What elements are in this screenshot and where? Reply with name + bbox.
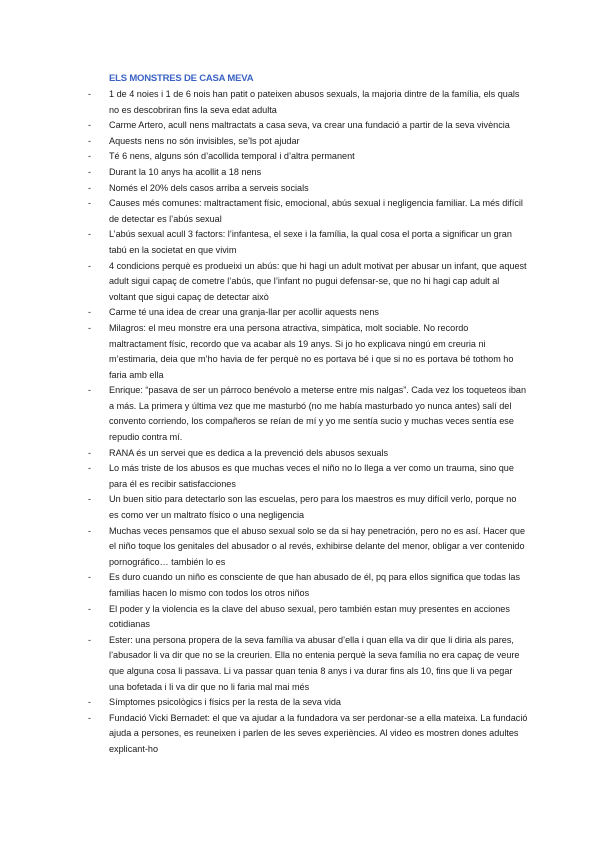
bullet-dash: -: [88, 494, 92, 505]
bullet-dash: -: [88, 307, 92, 318]
list-item: [88, 118, 528, 134]
bullet-dash: -: [88, 166, 92, 177]
list-item: [88, 524, 528, 571]
list-item-text: Durant la 10 anys ha acollit a 18 nens: [109, 166, 262, 177]
bullet-dash: -: [88, 229, 92, 240]
bullet-dash: -: [88, 463, 92, 474]
list-item: [88, 321, 528, 383]
list-item-text: 4 condicions perquè es produeixi un abús: que hi hagi un adult motivat per abusar un infant, que aquest adult sigui capaç de cometre l’abús, que l’infant no pugui defensar-se, que no hi hagi cap adult al voltant que sigui capaç de detectar això: [109, 260, 527, 302]
bullet-dash: -: [88, 322, 92, 333]
list-item: [88, 711, 528, 758]
list-item-text: El poder y la violencia es la clave del abuso sexual, pero también estan muy presentes en acciones cotidianas: [109, 603, 510, 630]
bullet-dash: -: [88, 634, 92, 645]
bullet-dash: -: [88, 182, 92, 193]
list-item-text: Té 6 nens, alguns són d’acollida temporal i d’altra permanent: [109, 151, 355, 162]
list-item-text: Carme té una idea de crear una granja-llar per acollir aquests nens: [109, 307, 379, 318]
list-item: [88, 570, 528, 601]
bullet-dash: -: [88, 697, 92, 708]
list-item: [88, 227, 528, 258]
bullet-dash: -: [88, 135, 92, 146]
list-item-text: Muchas veces pensamos que el abuso sexual solo se da si hay penetración, pero no es así. Hacer que el niño toque los genitales del abusador o al revés, exhibirse delante del menor, obligar a ver contenido pornográfico… también lo es: [109, 525, 526, 567]
list-item: [88, 492, 528, 523]
list-item: [88, 446, 528, 462]
bullet-dash: -: [88, 120, 92, 131]
list-item-text: L’abús sexual acull 3 factors: l’infantesa, el sexe i la família, la qual cosa el porta a significar un gran tabú en la societat en que vivim: [109, 229, 512, 255]
list-item-text: Un buen sitio para detectarlo son las escuelas, pero para los maestros es muy difícil verlo, porque no es como ver un maltrato físico o una negligencia: [109, 494, 517, 521]
list-item-text: Ester: una persona propera de la seva família va abusar d’ella i quan ella va dir que li diria als pares, l’abusador li va dir que no se la creurien. Ella no entenia perquè la seva família no era capaç de veure que alguna cosa li passava. Li va passar quan tenia 8 anys i va durar fins als 10, fins que li va pegar una bofetada i li va dir que no li faria mal mai més: [109, 634, 520, 692]
bullet-dash: -: [88, 198, 92, 209]
list-item-text: RANA és un servei que es dedica a la prevenció dels abusos sexuals: [109, 447, 389, 458]
bullet-dash: -: [88, 260, 92, 271]
list-item-text: Carme Artero, acull nens maltractats a casa seva, va crear una fundació a partir de la seva vivència: [109, 120, 510, 131]
notes-list: [88, 87, 528, 758]
list-item-text: Lo más triste de los abusos es que muchas veces el niño no lo llega a ver como un trauma, sino que para él es recibir satisfacciones: [109, 463, 514, 489]
list-item: [88, 165, 528, 181]
list-item-text: Es duro cuando un niño es consciente de que han abusado de él, pq para ellos significa que todas las familias hacen lo mismo con todos los otros niños: [109, 572, 521, 598]
bullet-dash: -: [88, 712, 92, 723]
list-item-text: 1 de 4 noies i 1 de 6 nois han patit o pateixen abusos sexuals, la majoria dintre de la família, els quals no es descobriran fins la seva edat adulta: [109, 89, 520, 115]
bullet-dash: -: [88, 89, 92, 99]
list-item: [88, 181, 528, 197]
list-item: [88, 602, 528, 633]
bullet-dash: -: [88, 151, 92, 162]
bullet-dash: -: [88, 447, 92, 458]
list-item: [88, 134, 528, 150]
list-item-text: Fundació Vicki Bernadet: el que va ajudar a la fundadora va ser perdonar-se a ella mateixa. La fundació ajuda a persones, es reuneixen i parlen de les seves experiències. Al video es mostren dones adultes explicant-ho: [109, 712, 528, 754]
list-item: [88, 196, 528, 227]
document-title: ELS MONSTRES DE CASA MEVA: [109, 73, 254, 84]
list-item-text: Enrique: “pasava de ser un párroco benévolo a meterse entre mis nalgas”. Cada vez los toqueteos iban a más. La primera y última vez que me masturbó (no me había masturbado yo nunca antes) salí del convento corriendo, los compañeros se reían de mí y yo me sentía sucio y muchas veces sentía ese repudio contra mí.: [109, 385, 527, 443]
list-item-text: Aquests nens no són invisibles, se’ls pot ajudar: [109, 135, 300, 146]
list-item-text: Només el 20% dels casos arriba a serveis socials: [109, 182, 309, 193]
list-item: [88, 305, 528, 321]
list-item: [88, 87, 528, 118]
list-item-text: Símptomes psicològics i físics per la resta de la seva vida: [109, 697, 341, 708]
list-item: [88, 695, 528, 711]
bullet-dash: -: [88, 525, 92, 536]
list-item: [88, 633, 528, 695]
bullet-dash: -: [88, 385, 92, 396]
bullet-dash: -: [88, 603, 92, 614]
list-item: [88, 383, 528, 445]
list-item-text: Milagros: el meu monstre era una persona atractiva, simpàtica, molt sociable. No recordo maltractament físic, recordo que va acabar als 19 anys. Si jo ho explicava ningú em creuria ni m’estimaria, deia que m’ho havia de fer perquè no es portava bé i que si no es portava bé tothom ho faria amb ella: [109, 322, 514, 380]
bullet-dash: -: [88, 572, 92, 583]
list-item: [88, 461, 528, 492]
list-item: [88, 259, 528, 306]
list-item-text: Causes més comunes: maltractament físic, emocional, abús sexual i negligencia familiar. La més difícil de detectar es l’abús sexual: [109, 198, 523, 224]
list-item: [88, 149, 528, 165]
